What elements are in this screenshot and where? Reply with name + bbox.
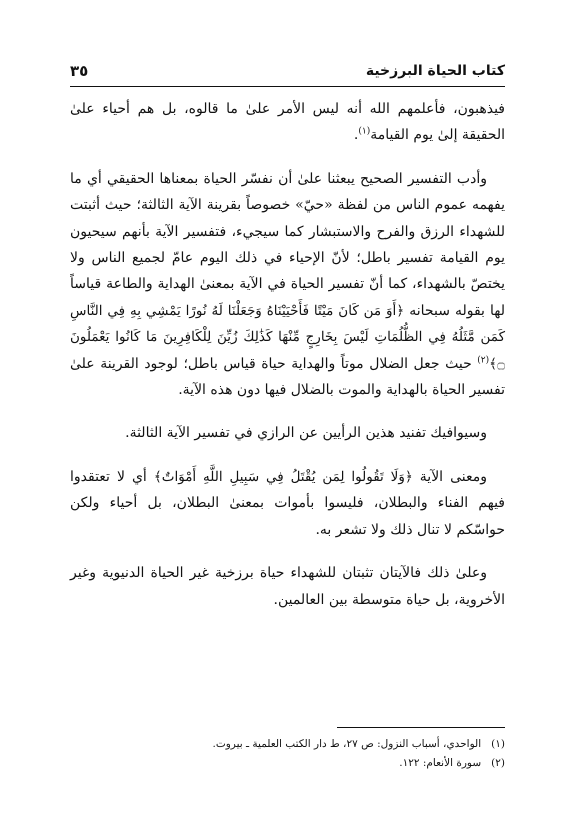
paragraph-text: حيث جعل الضلال موتاً والهداية حياة قياس باطل؛ لوجود القرينة علىٰ تفسير الحياة بالهداية والموت بالضلال فيها دون هذه الآية. bbox=[70, 355, 505, 399]
footnote-1 bbox=[70, 735, 505, 754]
paragraph-3 bbox=[70, 420, 505, 446]
paragraph-text: فيذهبون، فأعلمهم الله أنه ليس الأمر علىٰ ما قالوه، بل هم أحياء علىٰ الحقيقة إلىٰ يوم القيامة bbox=[70, 101, 505, 144]
paragraph-text: أي لا تعتقدوا فيهم الفناء والبطلان، فليسوا بأموات بمعنىٰ البطلان، بل أحياء ولكن حواسّكم لا تنال ذلك ولا تشعر به. bbox=[70, 468, 505, 538]
footnotes bbox=[70, 735, 505, 773]
paragraph-4 bbox=[70, 464, 505, 543]
footnote-ref-1: (١) bbox=[358, 126, 371, 137]
paragraph-text: وأدب التفسير الصحيح يبعثنا علىٰ أن نفسّر الحياة بمعناها الحقيقي أي ما يفهمه عموم الناس من لفظة «حيّ» خصوصاً بقرينة الآية الثالثة؛ حيث أثبتت للشهداء الرزق والفرح والاستبشار كما سيجيء، فتفسير الآية بأنهم سيحيون يوم القيامة تفسير باطل؛ لأنّ الإحياء في ذلك اليوم عامّ لجميع الناس ولا يختصّ بالشهداء، كما أنّ تفسير الحياة في الآية بمعنىٰ الهداية والطاعة قياساً لها بقوله سبحانه bbox=[70, 170, 505, 319]
footnote-2 bbox=[70, 754, 505, 773]
paragraph-5 bbox=[70, 560, 505, 613]
paragraph-text: ومعنى الآية bbox=[412, 468, 488, 485]
footnote-text: سورة الأنعام: ١٢٢. bbox=[399, 757, 482, 769]
quran-verse-anam: ﴿أَوَ مَن كَانَ مَيْتًا فَأَحْيَيْنَاهُ وَجَعَلْنَا لَهُ نُورًا يَمْشِي بِهِ فِي النَّاسِ كَمَن مَّثَلُهُ فِي الظُّلُمَاتِ لَيْسَ بِخَارِجٍ مِّنْهَا كَذَٰلِكَ زُيِّنَ لِلْكَافِرِينَ مَا كَانُوا يَعْمَلُونَ ۝﴾ bbox=[70, 302, 505, 372]
footnote-number: (٢) bbox=[491, 757, 505, 769]
running-title: كتاب الحياة البرزخية bbox=[365, 63, 505, 79]
paragraph-text: وسيوافيك تفنيد هذين الرأيين عن الرازي في تفسير الآية الثالثة. bbox=[125, 425, 487, 442]
footnote-rule bbox=[337, 727, 505, 728]
footnote-number: (١) bbox=[491, 738, 505, 750]
paragraph-1 bbox=[70, 96, 505, 149]
page-number: ٣٥ bbox=[70, 62, 89, 80]
header-rule bbox=[70, 86, 505, 87]
page-header bbox=[70, 58, 505, 84]
paragraph-text: وعلىٰ ذلك فالآيتان تثبتان للشهداء حياة برزخية غير الحياة الدنيوية وغير الأخروية، بل حياة متوسطة بين العالمين. bbox=[70, 565, 505, 608]
paragraph-text: . bbox=[353, 127, 359, 144]
footnote-text: الواحدي، أسباب النزول: ص ٢٧، ط دار الكتب العلمية ـ بيروت. bbox=[212, 738, 482, 750]
main-text bbox=[70, 96, 505, 630]
paragraph-2 bbox=[70, 166, 505, 404]
quran-verse-baqara: ﴿وَلَا تَقُولُوا لِمَن يُقْتَلُ فِي سَبِيلِ اللَّهِ أَمْوَاتٌ﴾ bbox=[153, 468, 413, 485]
footnote-ref-2: (٢) bbox=[477, 355, 490, 365]
